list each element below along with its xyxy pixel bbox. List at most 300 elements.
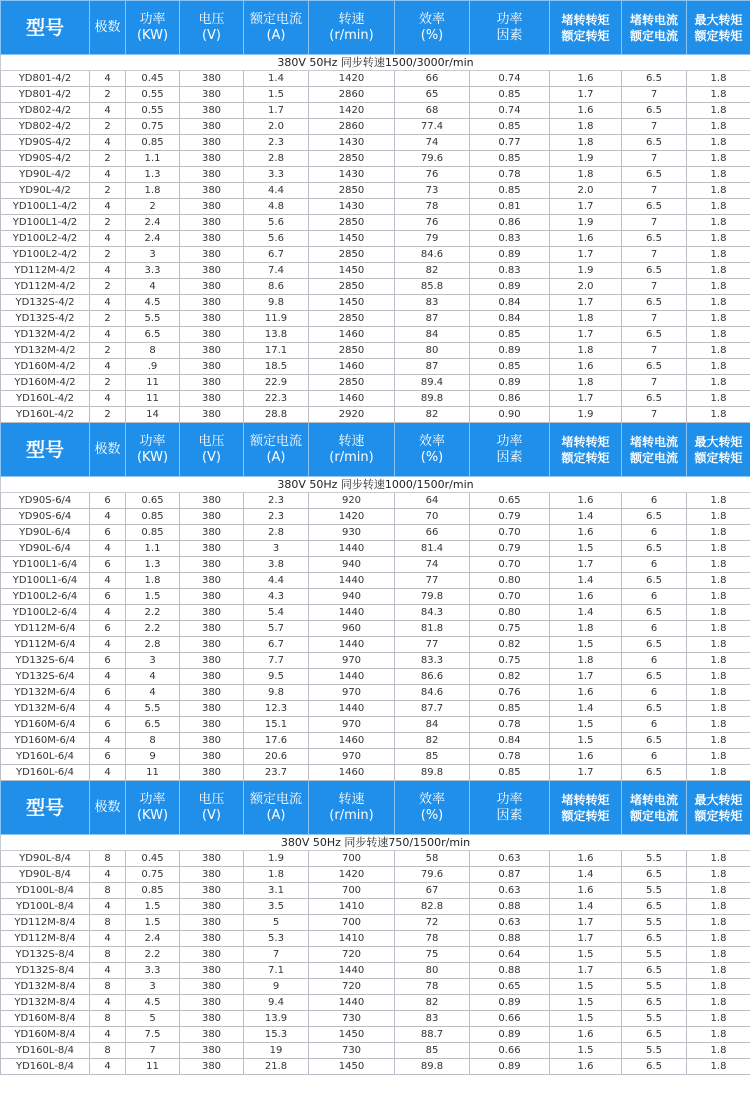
cell-poles: 4 [90, 1027, 126, 1043]
header-efficiency-line: (%) [420, 449, 444, 465]
cell-model: YD112M-4/2 [1, 279, 90, 295]
header-model-line: 型号 [25, 438, 64, 461]
table-row [1, 151, 750, 167]
cell-model: YD90L-4/2 [1, 167, 90, 183]
cell-efficiency: 80 [395, 963, 470, 979]
cell-locked-torque-ratio: 1.6 [550, 359, 622, 375]
table-row [1, 765, 750, 781]
cell-max-torque-ratio: 1.8 [687, 87, 750, 103]
cell-voltage: 380 [180, 765, 244, 781]
table-row [1, 915, 750, 931]
cell-speed: 1450 [309, 263, 395, 279]
section-title-row [1, 477, 750, 493]
cell-speed: 1460 [309, 733, 395, 749]
cell-locked-current-ratio: 5.5 [622, 979, 687, 995]
cell-speed: 730 [309, 1011, 395, 1027]
cell-voltage: 380 [180, 263, 244, 279]
cell-poles: 6 [90, 685, 126, 701]
cell-poles: 4 [90, 263, 126, 279]
cell-power: 11 [126, 391, 180, 407]
header-voltage-line: (V) [201, 807, 222, 823]
cell-power: 5 [126, 1011, 180, 1027]
cell-model: YD802-4/2 [1, 119, 90, 135]
header-poles [90, 781, 126, 835]
cell-locked-current-ratio: 6.5 [622, 541, 687, 557]
cell-efficiency: 81.8 [395, 621, 470, 637]
cell-rated-current: 1.9 [244, 851, 309, 867]
cell-power-factor: 0.80 [470, 605, 550, 621]
cell-locked-torque-ratio: 1.6 [550, 883, 622, 899]
cell-rated-current: 13.9 [244, 1011, 309, 1027]
cell-power: 1.3 [126, 167, 180, 183]
cell-efficiency: 78 [395, 199, 470, 215]
table-row [1, 979, 750, 995]
cell-max-torque-ratio: 1.8 [687, 621, 750, 637]
cell-power-factor: 0.89 [470, 1059, 550, 1075]
cell-model: YD160L-4/2 [1, 391, 90, 407]
cell-power: 1.3 [126, 557, 180, 573]
table-row [1, 749, 750, 765]
cell-voltage: 380 [180, 717, 244, 733]
cell-power-factor: 0.79 [470, 541, 550, 557]
cell-voltage: 380 [180, 637, 244, 653]
cell-locked-current-ratio: 5.5 [622, 1011, 687, 1027]
header-speed-line: (r/min) [329, 27, 374, 43]
header-rated-current-line: 额定电流 [249, 433, 302, 449]
cell-power: 0.55 [126, 87, 180, 103]
cell-voltage: 380 [180, 589, 244, 605]
cell-locked-current-ratio: 6.5 [622, 135, 687, 151]
cell-rated-current: 1.7 [244, 103, 309, 119]
cell-locked-torque-ratio: 1.5 [550, 637, 622, 653]
cell-efficiency: 72 [395, 915, 470, 931]
cell-locked-torque-ratio: 1.8 [550, 311, 622, 327]
cell-rated-current: 2.3 [244, 135, 309, 151]
cell-efficiency: 78 [395, 979, 470, 995]
cell-power: 3 [126, 247, 180, 263]
cell-power-factor: 0.79 [470, 509, 550, 525]
cell-locked-current-ratio: 6.5 [622, 765, 687, 781]
cell-max-torque-ratio: 1.8 [687, 749, 750, 765]
cell-max-torque-ratio: 1.8 [687, 135, 750, 151]
cell-locked-torque-ratio: 1.6 [550, 103, 622, 119]
cell-locked-torque-ratio: 1.7 [550, 247, 622, 263]
cell-max-torque-ratio: 1.8 [687, 701, 750, 717]
cell-power: 4 [126, 669, 180, 685]
cell-speed: 1440 [309, 573, 395, 589]
cell-power-factor: 0.75 [470, 653, 550, 669]
cell-model: YD90L-6/4 [1, 541, 90, 557]
header-voltage-line: (V) [201, 449, 222, 465]
cell-max-torque-ratio: 1.8 [687, 311, 750, 327]
cell-power: 0.65 [126, 493, 180, 509]
cell-locked-torque-ratio: 1.7 [550, 199, 622, 215]
cell-voltage: 380 [180, 407, 244, 423]
header-rated-current-line: (A) [266, 807, 286, 823]
cell-locked-current-ratio: 7 [622, 87, 687, 103]
cell-model: YD132M-4/2 [1, 327, 90, 343]
cell-power: 0.45 [126, 71, 180, 87]
cell-locked-current-ratio: 6.5 [622, 963, 687, 979]
cell-locked-current-ratio: 5.5 [622, 947, 687, 963]
cell-voltage: 380 [180, 669, 244, 685]
header-max-torque-ratio-line: 额定转矩 [694, 808, 743, 823]
header-power-factor [470, 423, 550, 477]
cell-efficiency: 77.4 [395, 119, 470, 135]
cell-power-factor: 0.86 [470, 215, 550, 231]
cell-model: YD112M-8/4 [1, 915, 90, 931]
cell-voltage: 380 [180, 135, 244, 151]
cell-max-torque-ratio: 1.8 [687, 765, 750, 781]
header-locked-current-ratio-line: 堵转电流 [629, 792, 678, 807]
cell-poles: 6 [90, 493, 126, 509]
cell-power-factor: 0.88 [470, 899, 550, 915]
cell-voltage: 380 [180, 867, 244, 883]
table-row [1, 375, 750, 391]
cell-power: 5.5 [126, 701, 180, 717]
cell-locked-current-ratio: 6.5 [622, 605, 687, 621]
cell-efficiency: 79.6 [395, 151, 470, 167]
cell-rated-current: 7.4 [244, 263, 309, 279]
header-power-line: 功率 [139, 11, 166, 27]
cell-locked-torque-ratio: 1.4 [550, 509, 622, 525]
cell-max-torque-ratio: 1.8 [687, 263, 750, 279]
cell-voltage: 380 [180, 979, 244, 995]
section-title: 380V 50Hz 同步转速750/1500r/min [1, 835, 750, 851]
table-row [1, 717, 750, 733]
cell-locked-torque-ratio: 1.9 [550, 407, 622, 423]
header-speed [309, 423, 395, 477]
table-row [1, 311, 750, 327]
header-rated-current-line: 额定电流 [249, 791, 302, 807]
header-model [1, 1, 90, 55]
cell-power: 0.85 [126, 525, 180, 541]
cell-power-factor: 0.85 [470, 119, 550, 135]
cell-locked-current-ratio: 6 [622, 557, 687, 573]
cell-locked-torque-ratio: 1.5 [550, 717, 622, 733]
cell-poles: 4 [90, 1059, 126, 1075]
cell-speed: 2920 [309, 407, 395, 423]
cell-voltage: 380 [180, 701, 244, 717]
table-row [1, 391, 750, 407]
cell-model: YD90L-6/4 [1, 525, 90, 541]
cell-power-factor: 0.86 [470, 391, 550, 407]
cell-rated-current: 4.3 [244, 589, 309, 605]
cell-efficiency: 66 [395, 525, 470, 541]
header-power-factor [470, 1, 550, 55]
cell-power-factor: 0.84 [470, 295, 550, 311]
table-row [1, 621, 750, 637]
cell-locked-torque-ratio: 1.4 [550, 867, 622, 883]
cell-rated-current: 5.3 [244, 931, 309, 947]
cell-voltage: 380 [180, 71, 244, 87]
header-efficiency [395, 1, 470, 55]
header-locked-current-ratio-line: 堵转电流 [629, 434, 678, 449]
cell-speed: 1460 [309, 359, 395, 375]
header-power-line: (KW) [136, 449, 169, 465]
cell-voltage: 380 [180, 343, 244, 359]
table-row [1, 541, 750, 557]
cell-speed: 1440 [309, 963, 395, 979]
header-power-factor-line: 功率 [496, 791, 523, 807]
cell-speed: 2850 [309, 311, 395, 327]
cell-efficiency: 79.8 [395, 589, 470, 605]
header-locked-torque-ratio-line: 堵转转矩 [561, 434, 610, 449]
cell-locked-current-ratio: 6.5 [622, 899, 687, 915]
cell-rated-current: 15.1 [244, 717, 309, 733]
cell-speed: 2850 [309, 151, 395, 167]
cell-poles: 4 [90, 637, 126, 653]
cell-power-factor: 0.85 [470, 87, 550, 103]
cell-max-torque-ratio: 1.8 [687, 947, 750, 963]
cell-locked-current-ratio: 7 [622, 407, 687, 423]
cell-voltage: 380 [180, 851, 244, 867]
cell-poles: 4 [90, 867, 126, 883]
cell-poles: 6 [90, 653, 126, 669]
header-power-factor [470, 781, 550, 835]
cell-locked-current-ratio: 6.5 [622, 573, 687, 589]
cell-max-torque-ratio: 1.8 [687, 295, 750, 311]
cell-rated-current: 3.8 [244, 557, 309, 573]
cell-power-factor: 0.82 [470, 669, 550, 685]
cell-speed: 700 [309, 883, 395, 899]
cell-power: 3 [126, 653, 180, 669]
cell-power-factor: 0.75 [470, 621, 550, 637]
cell-locked-current-ratio: 7 [622, 215, 687, 231]
cell-power: 0.55 [126, 103, 180, 119]
cell-poles: 4 [90, 103, 126, 119]
cell-rated-current: 22.3 [244, 391, 309, 407]
cell-rated-current: 2.3 [244, 493, 309, 509]
cell-rated-current: 9.5 [244, 669, 309, 685]
cell-locked-torque-ratio: 1.6 [550, 1059, 622, 1075]
header-speed [309, 1, 395, 55]
cell-poles: 4 [90, 573, 126, 589]
header-max-torque-ratio-line: 额定转矩 [694, 450, 743, 465]
cell-speed: 1460 [309, 765, 395, 781]
cell-power: 1.8 [126, 183, 180, 199]
cell-efficiency: 66 [395, 71, 470, 87]
cell-efficiency: 80 [395, 343, 470, 359]
cell-model: YD100L2-4/2 [1, 231, 90, 247]
cell-locked-torque-ratio: 1.5 [550, 947, 622, 963]
cell-model: YD160L-6/4 [1, 749, 90, 765]
cell-power-factor: 0.63 [470, 883, 550, 899]
cell-poles: 2 [90, 87, 126, 103]
cell-poles: 4 [90, 135, 126, 151]
cell-voltage: 380 [180, 653, 244, 669]
cell-speed: 970 [309, 717, 395, 733]
cell-power-factor: 0.88 [470, 963, 550, 979]
cell-max-torque-ratio: 1.8 [687, 685, 750, 701]
cell-power: 11 [126, 1059, 180, 1075]
cell-rated-current: 22.9 [244, 375, 309, 391]
cell-speed: 1440 [309, 605, 395, 621]
cell-power: 2.8 [126, 637, 180, 653]
table-row [1, 295, 750, 311]
header-locked-current-ratio [622, 1, 687, 55]
table-row [1, 263, 750, 279]
table-row [1, 1059, 750, 1075]
cell-model: YD90L-8/4 [1, 867, 90, 883]
cell-speed: 2860 [309, 87, 395, 103]
cell-locked-torque-ratio: 1.4 [550, 573, 622, 589]
cell-max-torque-ratio: 1.8 [687, 931, 750, 947]
cell-voltage: 380 [180, 183, 244, 199]
cell-power-factor: 0.74 [470, 103, 550, 119]
cell-locked-torque-ratio: 1.6 [550, 851, 622, 867]
cell-locked-current-ratio: 6.5 [622, 103, 687, 119]
cell-power-factor: 0.89 [470, 375, 550, 391]
cell-poles: 4 [90, 899, 126, 915]
cell-power: 11 [126, 375, 180, 391]
cell-efficiency: 82.8 [395, 899, 470, 915]
cell-model: YD132M-6/4 [1, 701, 90, 717]
cell-power-factor: 0.63 [470, 851, 550, 867]
cell-rated-current: 1.8 [244, 867, 309, 883]
cell-power: 2.2 [126, 605, 180, 621]
cell-locked-current-ratio: 6.5 [622, 359, 687, 375]
header-speed-line: 转速 [338, 791, 365, 807]
cell-max-torque-ratio: 1.8 [687, 867, 750, 883]
cell-poles: 4 [90, 541, 126, 557]
cell-locked-current-ratio: 6 [622, 749, 687, 765]
cell-locked-torque-ratio: 1.5 [550, 733, 622, 749]
header-power-factor-line: 因素 [496, 27, 523, 43]
table-row [1, 899, 750, 915]
cell-voltage: 380 [180, 995, 244, 1011]
table-row [1, 247, 750, 263]
cell-voltage: 380 [180, 621, 244, 637]
cell-power-factor: 0.84 [470, 311, 550, 327]
header-poles [90, 423, 126, 477]
cell-locked-current-ratio: 6.5 [622, 669, 687, 685]
cell-rated-current: 5.6 [244, 231, 309, 247]
cell-power-factor: 0.74 [470, 71, 550, 87]
table-row [1, 231, 750, 247]
cell-poles: 4 [90, 995, 126, 1011]
cell-locked-torque-ratio: 1.6 [550, 71, 622, 87]
cell-efficiency: 70 [395, 509, 470, 525]
cell-poles: 4 [90, 701, 126, 717]
cell-locked-current-ratio: 7 [622, 183, 687, 199]
header-rated-current [244, 1, 309, 55]
header-voltage-line: 电压 [198, 433, 225, 449]
table-row [1, 509, 750, 525]
cell-power: 2 [126, 199, 180, 215]
cell-voltage: 380 [180, 525, 244, 541]
header-power-factor-line: 因素 [496, 807, 523, 823]
cell-locked-current-ratio: 7 [622, 119, 687, 135]
header-rated-current-line: (A) [266, 449, 286, 465]
cell-speed: 1420 [309, 71, 395, 87]
table-row [1, 637, 750, 653]
cell-speed: 1410 [309, 899, 395, 915]
header-poles-line: 极数 [94, 799, 121, 815]
cell-efficiency: 67 [395, 883, 470, 899]
cell-locked-current-ratio: 5.5 [622, 883, 687, 899]
header-poles-line: 极数 [94, 19, 121, 35]
cell-locked-torque-ratio: 1.7 [550, 87, 622, 103]
cell-voltage: 380 [180, 1011, 244, 1027]
cell-locked-current-ratio: 6 [622, 621, 687, 637]
header-locked-torque-ratio-line: 额定转矩 [561, 450, 610, 465]
cell-model: YD160M-4/2 [1, 375, 90, 391]
cell-voltage: 380 [180, 103, 244, 119]
cell-power-factor: 0.70 [470, 589, 550, 605]
cell-power-factor: 0.78 [470, 717, 550, 733]
cell-efficiency: 85 [395, 749, 470, 765]
header-speed-line: (r/min) [329, 807, 374, 823]
cell-speed: 2850 [309, 375, 395, 391]
header-speed-line: 转速 [338, 11, 365, 27]
cell-model: YD160M-4/2 [1, 359, 90, 375]
header-voltage [180, 423, 244, 477]
table-row [1, 493, 750, 509]
cell-rated-current: 15.3 [244, 1027, 309, 1043]
cell-rated-current: 4.8 [244, 199, 309, 215]
cell-voltage: 380 [180, 1059, 244, 1075]
header-power [126, 781, 180, 835]
cell-locked-current-ratio: 6.5 [622, 1059, 687, 1075]
cell-efficiency: 77 [395, 573, 470, 589]
cell-locked-current-ratio: 6.5 [622, 327, 687, 343]
cell-voltage: 380 [180, 327, 244, 343]
cell-efficiency: 74 [395, 135, 470, 151]
cell-power: 7.5 [126, 1027, 180, 1043]
cell-model: YD132S-6/4 [1, 653, 90, 669]
cell-power-factor: 0.85 [470, 701, 550, 717]
cell-power: 3.3 [126, 963, 180, 979]
cell-model: YD801-4/2 [1, 87, 90, 103]
cell-voltage: 380 [180, 311, 244, 327]
cell-poles: 2 [90, 407, 126, 423]
cell-model: YD132M-6/4 [1, 685, 90, 701]
header-voltage-line: 电压 [198, 791, 225, 807]
table-row [1, 103, 750, 119]
cell-max-torque-ratio: 1.8 [687, 343, 750, 359]
cell-poles: 4 [90, 931, 126, 947]
cell-power-factor: 0.83 [470, 231, 550, 247]
cell-efficiency: 83 [395, 1011, 470, 1027]
cell-power: 0.85 [126, 509, 180, 525]
header-speed-line: 转速 [338, 433, 365, 449]
cell-poles: 2 [90, 375, 126, 391]
header-rated-current-line: 额定电流 [249, 11, 302, 27]
cell-model: YD100L1-6/4 [1, 557, 90, 573]
cell-speed: 700 [309, 915, 395, 931]
cell-power: 9 [126, 749, 180, 765]
cell-locked-torque-ratio: 1.7 [550, 391, 622, 407]
cell-power: 0.45 [126, 851, 180, 867]
cell-speed: 1460 [309, 391, 395, 407]
header-locked-current-ratio [622, 781, 687, 835]
cell-rated-current: 2.0 [244, 119, 309, 135]
cell-efficiency: 82 [395, 407, 470, 423]
cell-voltage: 380 [180, 247, 244, 263]
cell-speed: 2850 [309, 183, 395, 199]
cell-locked-current-ratio: 6.5 [622, 391, 687, 407]
cell-max-torque-ratio: 1.8 [687, 979, 750, 995]
cell-efficiency: 76 [395, 167, 470, 183]
cell-model: YD90L-8/4 [1, 851, 90, 867]
cell-poles: 4 [90, 509, 126, 525]
cell-locked-torque-ratio: 1.7 [550, 963, 622, 979]
cell-speed: 1430 [309, 199, 395, 215]
cell-rated-current: 17.1 [244, 343, 309, 359]
cell-max-torque-ratio: 1.8 [687, 151, 750, 167]
cell-locked-current-ratio: 6 [622, 589, 687, 605]
